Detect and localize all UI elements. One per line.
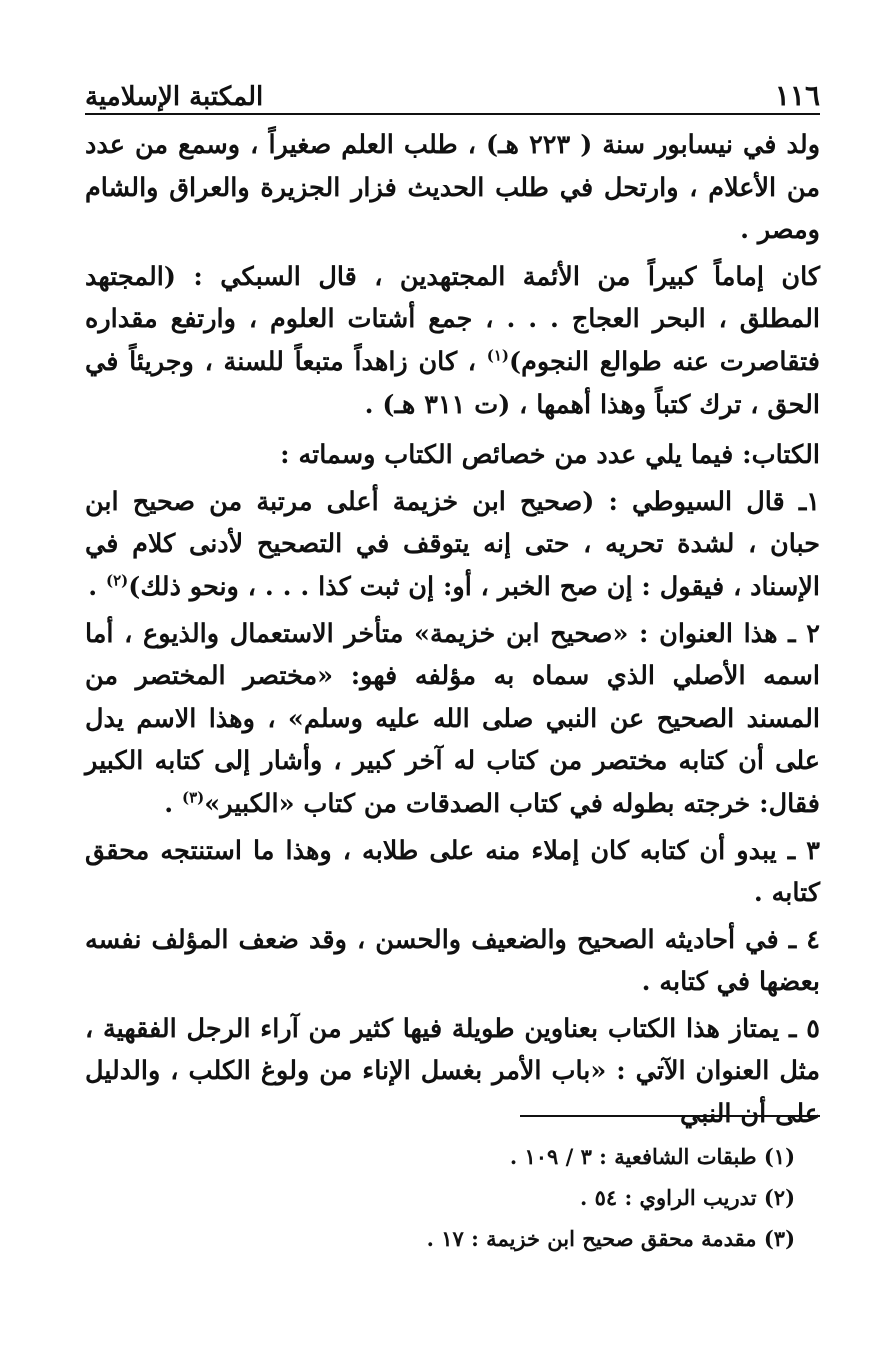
- paragraph-text: ، كان زاهداً متبعاً للسنة ، وجريئاً في الحق ، ترك كتباً وهذا أهمها ، (ت ٣١١ هـ) .: [85, 346, 820, 420]
- body-text: [85, 124, 820, 1136]
- paragraph-text: ١ـ قال السيوطي : (صحيح ابن خزيمة أعلى مرتبة من صحيح ابن حبان ، لشدة تحريه ، حتى إنه يتوقف في التصحيح لأدنى كلام في الإسناد ، فيقول : إن صح الخبر ، أو: إن ثبت كذا . . . ، ونحو ذلك): [85, 486, 820, 602]
- footnote-2: (٢) تدريب الراوي : ٥٤ .: [579, 1185, 795, 1210]
- paragraph-point-2: [85, 613, 820, 826]
- footnote-ref-1[interactable]: (١): [486, 346, 510, 365]
- footnote-3: (٣) مقدمة محقق صحيح ابن خزيمة : ١٧ .: [426, 1226, 795, 1251]
- footnote-1: (١) طبقات الشافعية : ٣ / ١٠٩ .: [509, 1144, 795, 1169]
- paragraph-text: ٤ ـ في أحاديثه الصحيح والضعيف والحسن ، وقد ضعف المؤلف نفسه بعضها في كتابه .: [85, 924, 820, 998]
- paragraph-text: ٣ ـ يبدو أن كتابه كان إملاء منه على طلابه ، وهذا ما استنتجه محقق كتابه .: [85, 835, 820, 909]
- paragraph-text: ٢ ـ هذا العنوان : «صحيح ابن خزيمة» متأخر الاستعمال والذيوع ، أما اسمه الأصلي الذي سماه به مؤلفه فهو: «مختصر المختصر من المسند الصحيح عن النبي صلى الله عليه وسلم» ، وهذا الاسم يدل على أن كتابه مختصر من كتاب له آخر كبير ، وأشار إلى كتابه الكبير فقال: خرجته بطوله في كتاب الصدقات من كتاب «الكبير»: [85, 618, 820, 819]
- header-divider: [85, 113, 820, 115]
- paragraph-book-intro: [85, 434, 820, 477]
- footnotes: [85, 1136, 795, 1259]
- paragraph-text: كان إماماً كبيراً من الأئمة المجتهدين ، قال السبكي : (المجتهد المطلق ، البحر العجاج . . . ، جمع أشتات العلوم ، وارتفع مقداره فتقاصرت عنه طوالع النجوم): [85, 261, 820, 377]
- footnote-ref-2[interactable]: (٢): [105, 571, 129, 590]
- paragraph-text: .: [88, 571, 106, 602]
- paragraph-point-4: [85, 919, 820, 1004]
- paragraph-biography: [85, 256, 820, 426]
- running-title: المكتبة الإسلامية: [85, 82, 264, 112]
- paragraph-point-1: [85, 481, 820, 609]
- paragraph-text: ولد في نيسابور سنة ( ٢٢٣ هـ) ، طلب العلم صغيراً ، وسمع من عدد من الأعلام ، وارتحل في طلب الحديث فزار الجزيرة والعراق والشام ومصر .: [85, 130, 821, 246]
- page-number: ١١٦: [774, 79, 820, 112]
- paragraph-point-3: [85, 830, 820, 915]
- footnote-divider: [520, 1115, 820, 1117]
- page-header: [85, 70, 820, 110]
- paragraph-text: .: [164, 788, 182, 819]
- paragraph-text: ٥ ـ يمتاز هذا الكتاب بعناوين طويلة فيها كثير من آراء الرجل الفقهية ، مثل العنوان الآتي : «باب الأمر بغسل الإناء من ولوغ الكلب ، والدليل على أن النبي: [85, 1013, 820, 1130]
- footnote-ref-3[interactable]: (٣): [181, 788, 205, 807]
- paragraph-birth: [85, 124, 820, 252]
- paragraph-text: الكتاب: فيما يلي عدد من خصائص الكتاب وسماته :: [280, 440, 820, 471]
